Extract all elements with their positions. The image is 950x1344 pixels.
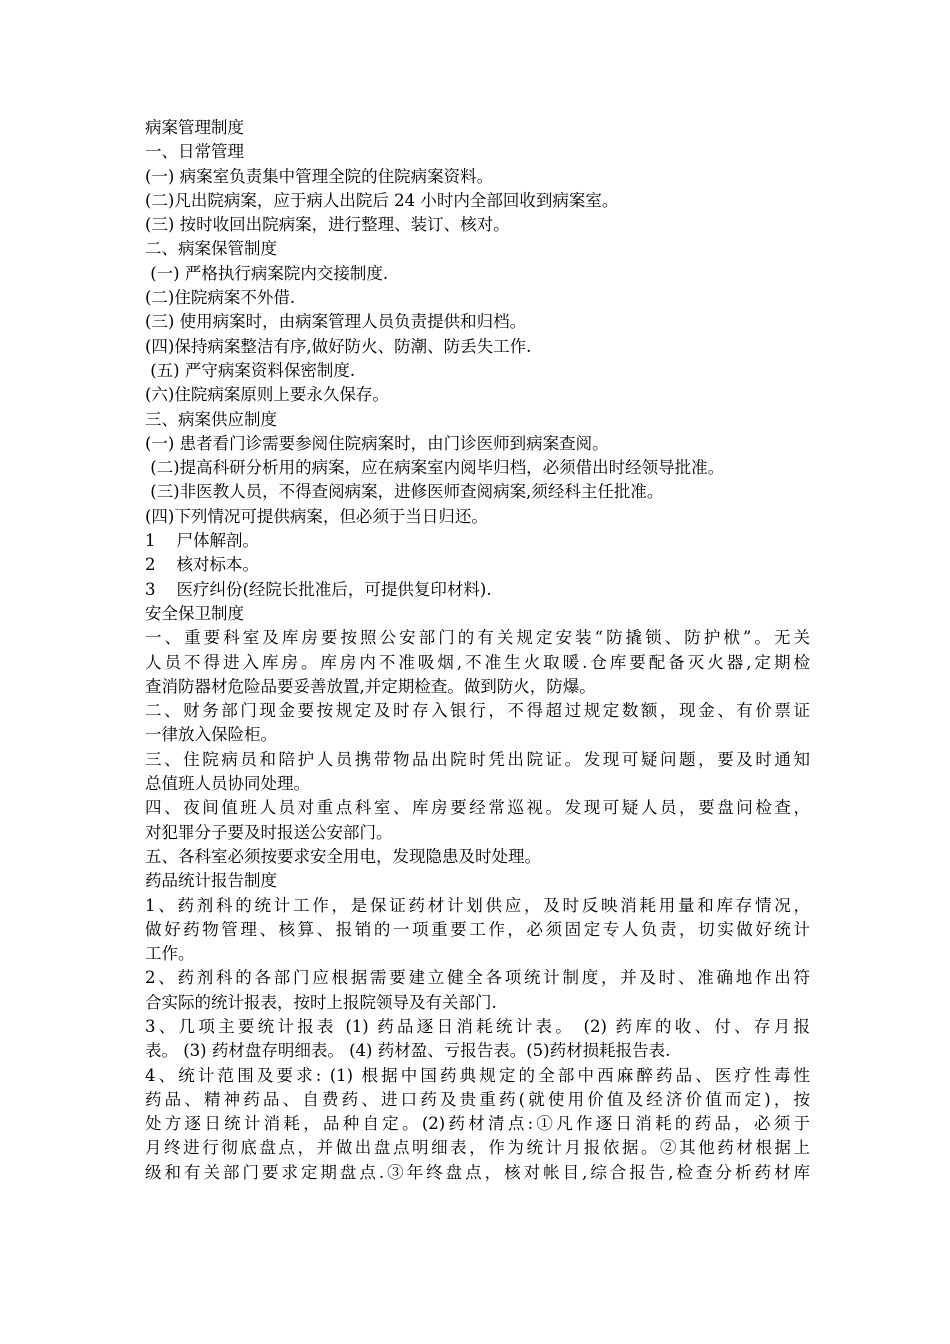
paragraph-line: 工作。 (145, 944, 195, 964)
paragraph-line: 2 核对标本。 (145, 555, 259, 575)
paragraph-line: 五、各科室必须按要求安全用电，发现隐患及时处理。 (145, 846, 541, 866)
paragraph-line: (二)凡出院病案，应于病人出院后 24 小时内全部回收到病案室。 (145, 190, 619, 210)
section-heading: 三、病案供应制度 (145, 409, 277, 429)
paragraph-line: (一) 患者看门诊需要参阅住院病案时，由门诊医师到病案查阅。 (145, 433, 609, 453)
document-body (145, 116, 810, 1185)
section-heading: 药品统计报告制度 (145, 871, 277, 891)
paragraph-line: 总值班人员协同处理。 (145, 774, 310, 794)
section-heading: 病案管理制度 (145, 118, 244, 137)
paragraph-line: 一律放入保险柜。 (145, 725, 277, 745)
paragraph-line: 3 医疗纠份(经院长批准后，可提供复印材料). (145, 579, 492, 599)
section-heading: 一、日常管理 (145, 142, 244, 162)
paragraph-line: (三) 按时收回出院病案，进行整理、装订、核对。 (145, 215, 510, 235)
paragraph-line: (四)下列情况可提供病案，但必须于当日归还。 (145, 506, 488, 526)
paragraph-line: 做好药物管理、核算、报销的一项重要工作，必须固定专人负责，切实做好统计 (145, 919, 810, 939)
paragraph-line: 对犯罪分子要及时报送公安部门。 (145, 822, 393, 842)
paragraph-line: (二)住院病案不外借. (145, 288, 296, 308)
paragraph-line: (三)非医教人员，不得查阅病案，进修医师查阅病案,须经科主任批准。 (145, 482, 664, 502)
paragraph-line: 药品、精神药品、自费药、进口药及贵重药(就使用价值及经济价值而定)，按 (145, 1089, 810, 1109)
paragraph-line: 表。 (3) 药材盘存明细表。 (4) 药材盈、亏报告表。(5)药材损耗报告表. (145, 1041, 671, 1061)
section-heading: 二、病案保管制度 (145, 239, 277, 259)
paragraph-line: (四)保持病案整洁有序,做好防火、防潮、防丢失工作. (145, 336, 532, 356)
paragraph-line: 1 尸体解剖。 (145, 531, 259, 551)
paragraph-line: 一、重要科室及库房要按照公安部门的有关规定安装“防撬锁、防护栿”。无关 (145, 628, 810, 648)
paragraph-line: (六)住院病案原则上要永久保存。 (145, 385, 389, 405)
paragraph-line: 2、药剂科的各部门应根据需要建立健全各项统计制度，并及时、准确地作出符 (145, 968, 810, 988)
paragraph-line: 月终进行彻底盘点，并做出盘点明细表，作为统计月报依据。②其他药材根据上 (145, 1138, 810, 1158)
paragraph-line: 四、夜间值班人员对重点科室、库房要经常巡视。发现可疑人员，要盘问检查， (145, 798, 810, 818)
paragraph-line: 1、药剂科的统计工作，是保证药材计划供应，及时反映消耗用量和库存情况， (145, 895, 810, 915)
paragraph-line: 处方逐日统计消耗，品种自定。(2)药材清点:①凡作逐日消耗的药品，必须于 (145, 1114, 810, 1134)
paragraph-line: 3、几项主要统计报表 (1) 药品逐日消耗统计表。 (2) 药库的收、付、存月报 (145, 1016, 810, 1036)
paragraph-line: 三、住院病员和陪护人员携带物品出院时凭出院证。发现可疑问题，要及时通知 (145, 749, 810, 769)
paragraph-line: (一) 严格执行病案院内交接制度. (145, 263, 389, 283)
paragraph-line: 4、统计范围及要求: (1) 根据中国药典规定的全部中西麻醉药品、医疗性毒性 (145, 1065, 810, 1085)
paragraph-line: (二)提高科研分析用的病案，应在病案室内阅毕归档，必须借出时经领导批准。 (145, 458, 725, 478)
paragraph-line: (五) 严守病案资料保密制度. (145, 360, 356, 380)
section-heading: 安全保卫制度 (145, 603, 244, 623)
paragraph-line: 二、财务部门现金要按规定及时存入银行，不得超过规定数额，现金、有价票证 (145, 701, 810, 721)
paragraph-line: 人员不得进入库房。库房内不准吸烟,不准生火取暖.仓库要配备灭火器,定期检 (145, 652, 810, 672)
paragraph-line: (三) 使用病案时，由病案管理人员负责提供和归档。 (145, 312, 527, 332)
paragraph-line: 合实际的统计报表，按时上报院领导及有关部门. (145, 992, 497, 1012)
paragraph-line: 查消防器材危险品要妥善放置,并定期检查。做到防火，防爆。 (145, 676, 596, 696)
paragraph-line: (一) 病案室负责集中管理全院的住院病案资料。 (145, 166, 494, 186)
paragraph-line: 级和有关部门要求定期盘点.③年终盘点，核对帐目,综合报告,检查分析药材库 (145, 1162, 810, 1182)
